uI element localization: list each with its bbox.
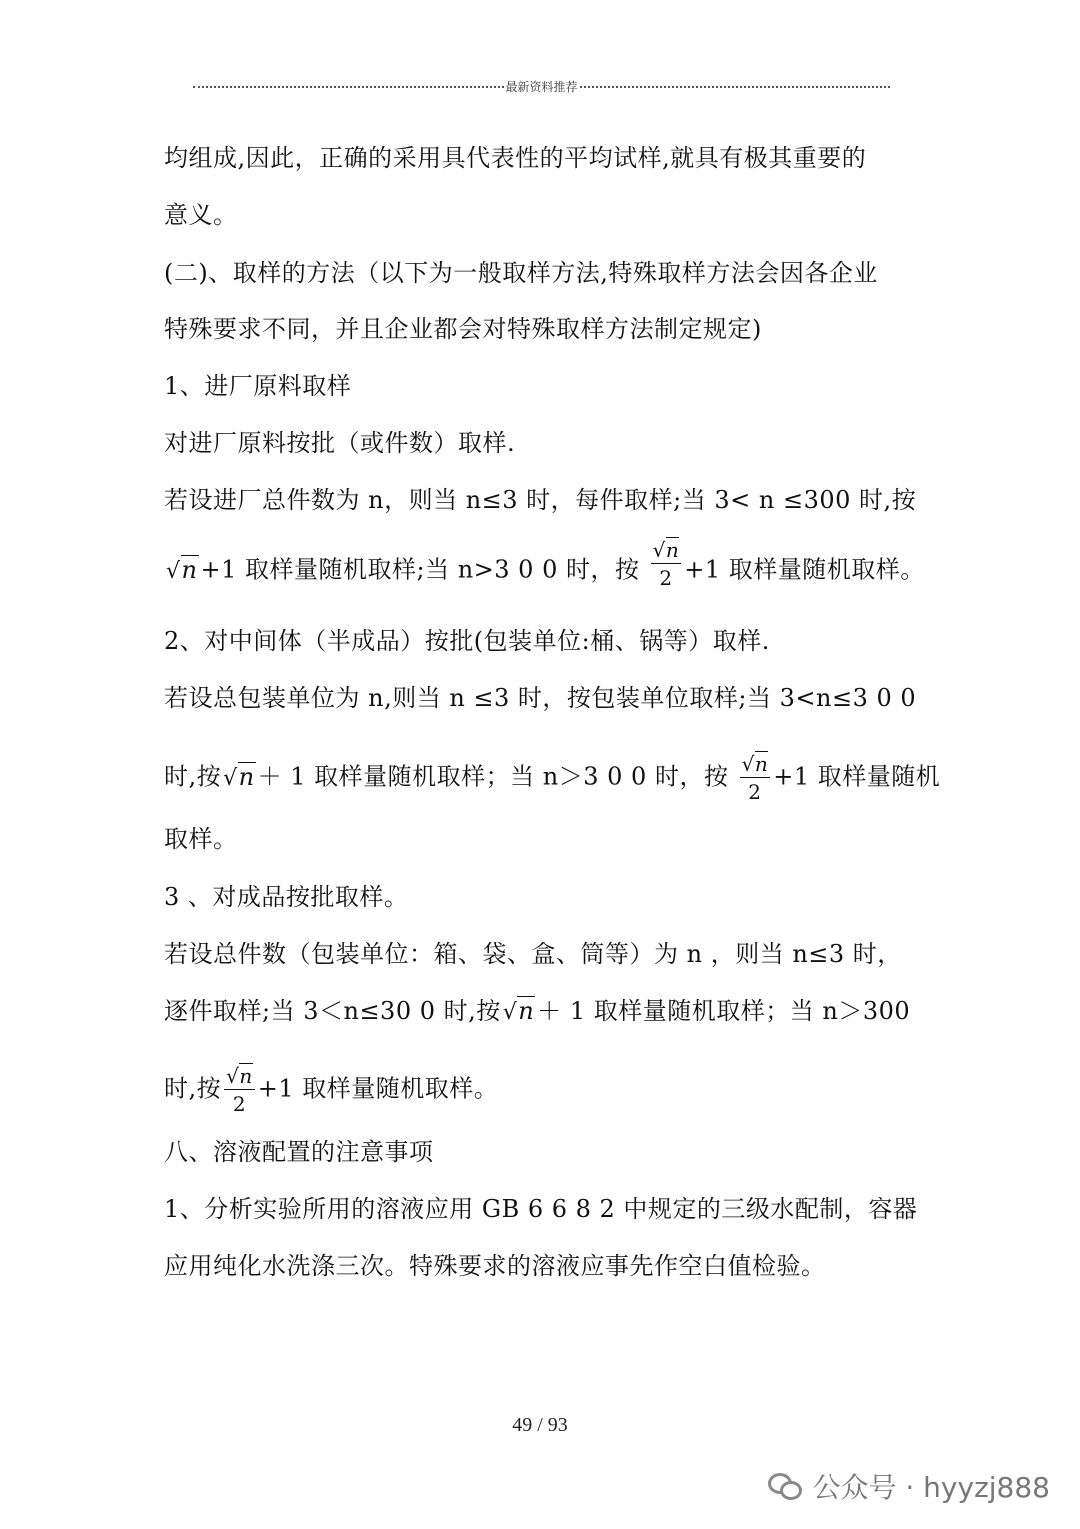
- section-heading: 2、对中间体（半成品）按批(包装单位:桶、锅等）取样.: [164, 627, 770, 655]
- wechat-icon: [768, 1473, 802, 1499]
- section-heading: 1、进厂原料取样: [164, 372, 352, 400]
- text-line: 若设总包装单位为 n,则当 n ≤3 时，按包装单位取样;当 3<n≤3 0 0: [164, 684, 917, 712]
- text-line: (二)、取样的方法（以下为一般取样方法,特殊取样方法会因各企业: [164, 259, 878, 287]
- text-line: 均组成,因此，正确的采用具代表性的平均试样,就具有极其重要的: [164, 144, 867, 172]
- sqrt-n: √n: [166, 555, 198, 584]
- formula-line: 逐件取样;当 3＜n≤30 0 时,按√n ＋ 1 取样量随机取样；当 n＞300: [164, 996, 910, 1028]
- header-rule-left: [193, 86, 504, 88]
- formula-line: √n +1 取样量随机取样;当 n>3 0 0 时，按 $\frac{√n}{2}$ +1 取样量随机取样。: [166, 538, 925, 590]
- header-text: 最新资料推荐: [505, 79, 578, 94]
- text-line: 意义。: [164, 201, 238, 229]
- section-heading: 八、溶液配置的注意事项: [164, 1138, 434, 1166]
- fraction-sqrt-n-over-2: $\frac{√n}{2}$: [652, 538, 680, 590]
- watermark: [768, 1466, 1050, 1506]
- text-line: 若设进厂总件数为 n，则当 n≤3 时，每件取样;当 3< n ≤300 时,按: [164, 486, 917, 514]
- header-rule-right: [580, 86, 891, 88]
- watermark-text: 公众号 · hyyzj888: [812, 1471, 1050, 1504]
- section-heading: 3 、对成品按批取样。: [164, 883, 409, 911]
- page-number: 49 / 93: [512, 1414, 568, 1436]
- text-line: 1、分析实验所用的溶液应用 GB 6 6 8 2 中规定的三级水配制，容器: [164, 1195, 918, 1223]
- formula-line: 时,按 $\frac{√n}{2}$ +1 取样量随机取样。: [164, 1064, 499, 1116]
- text-line: 特殊要求不同，并且企业都会对特殊取样方法制定规定): [164, 315, 762, 343]
- fraction-sqrt-n-over-2: $\frac{√n}{2}$: [226, 1064, 253, 1116]
- formula-line: 时,按√n ＋ 1 取样量随机取样；当 n＞3 0 0 时，按 $\frac{√n}{2}$ +1 取样量随机: [164, 752, 941, 804]
- text-line: 取样。: [164, 825, 238, 853]
- sqrt-n: √n: [223, 762, 255, 791]
- text-line: 若设总件数（包装单位：箱、袋、盒、筒等）为 n ，则当 n≤3 时，: [164, 940, 902, 968]
- sqrt-n: √n: [502, 997, 535, 1025]
- text-line: 应用纯化水洗涤三次。特殊要求的溶液应事先作空白值检验。: [164, 1252, 826, 1280]
- fraction-sqrt-n-over-2: $\frac{√n}{2}$: [741, 752, 769, 804]
- text-line: 对进厂原料按批（或件数）取样.: [164, 429, 516, 457]
- page-header: [193, 76, 890, 96]
